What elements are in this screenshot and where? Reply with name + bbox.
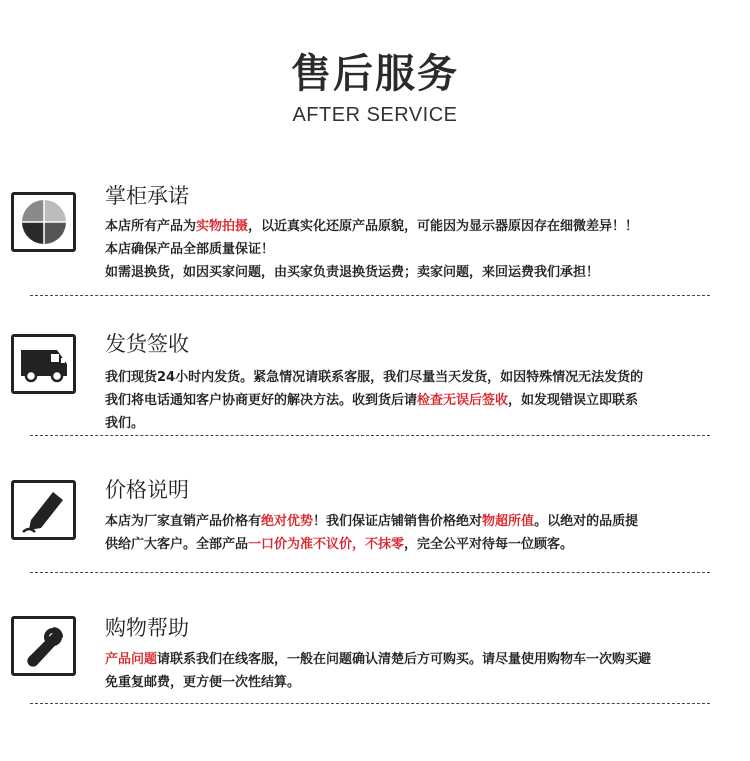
section-divider [30, 572, 710, 573]
body-text: 如需退换货，如因买家问题，由买家负责退换货运费；卖家问题，来回运费我们承担！ [105, 265, 600, 280]
highlight-text: 产品问题 [105, 652, 158, 667]
highlight-text: 实物拍摄 [196, 219, 249, 234]
section-line [105, 412, 725, 435]
section-line [105, 510, 725, 533]
pen-icon [11, 480, 76, 540]
section-divider [30, 703, 710, 704]
section-title: 价格说明 [105, 478, 189, 502]
body-text: 本店为厂家直销产品价格有 [105, 514, 262, 529]
page-header [0, 48, 750, 127]
section-body [105, 215, 725, 284]
body-text: ，完全公平对待每一位顾客。 [404, 537, 574, 552]
section-line [105, 366, 725, 389]
body-text: 免重复邮费，更方便一次性结算。 [105, 675, 301, 690]
section-body [105, 366, 725, 435]
body-text: 我们将电话通知客户协商更好的解决方法。收到货后请 [105, 393, 418, 408]
body-text: 请联系我们在线客服，一般在问题确认清楚后方可购买。请尽量使用购物车一次购买避 [157, 652, 652, 667]
page-subtitle: AFTER SERVICE [292, 104, 458, 126]
section-line [105, 215, 725, 238]
highlight-text: 一口价为准不议价，不抹零 [248, 537, 405, 552]
section-divider [30, 435, 710, 436]
section-divider [30, 295, 710, 296]
section-title: 掌柜承诺 [105, 184, 189, 208]
section-body [105, 648, 725, 694]
section-title: 发货签收 [105, 332, 189, 356]
body-text: 本店所有产品为 [105, 219, 197, 234]
section-line [105, 648, 725, 671]
body-text: 本店确保产品全部质量保证！ [105, 242, 275, 257]
key-tag-icon [11, 616, 76, 676]
body-text: ，如发现错误立即联系 [508, 393, 639, 408]
body-text: 。以绝对的品质提 [534, 514, 639, 529]
body-text: 我们现货24小时内发货。紧急情况请联系客服，我们尽量当天发货，如因特殊情况无法发货的 [105, 370, 644, 385]
page-title: 售后服务 [291, 51, 459, 97]
delivery-truck-icon [11, 334, 76, 394]
body-text: 我们。 [105, 416, 145, 431]
section-line [105, 389, 725, 412]
body-text: 供给广大客户。全部产品 [105, 537, 249, 552]
section-line [105, 261, 725, 284]
pie-chart-icon [11, 192, 76, 252]
section-body [105, 510, 725, 556]
body-text: ！我们保证店铺销售价格绝对 [313, 514, 483, 529]
highlight-text: 绝对优势 [261, 514, 314, 529]
highlight-text: 物超所值 [482, 514, 535, 529]
highlight-text: 检查无误后签收 [417, 393, 509, 408]
section-line [105, 671, 725, 694]
section-line [105, 533, 725, 556]
section-title: 购物帮助 [105, 616, 189, 640]
section-line [105, 238, 725, 261]
body-text: ，以近真实化还原产品原貌，可能因为显示器原因存在细微差异！！ [248, 219, 639, 234]
